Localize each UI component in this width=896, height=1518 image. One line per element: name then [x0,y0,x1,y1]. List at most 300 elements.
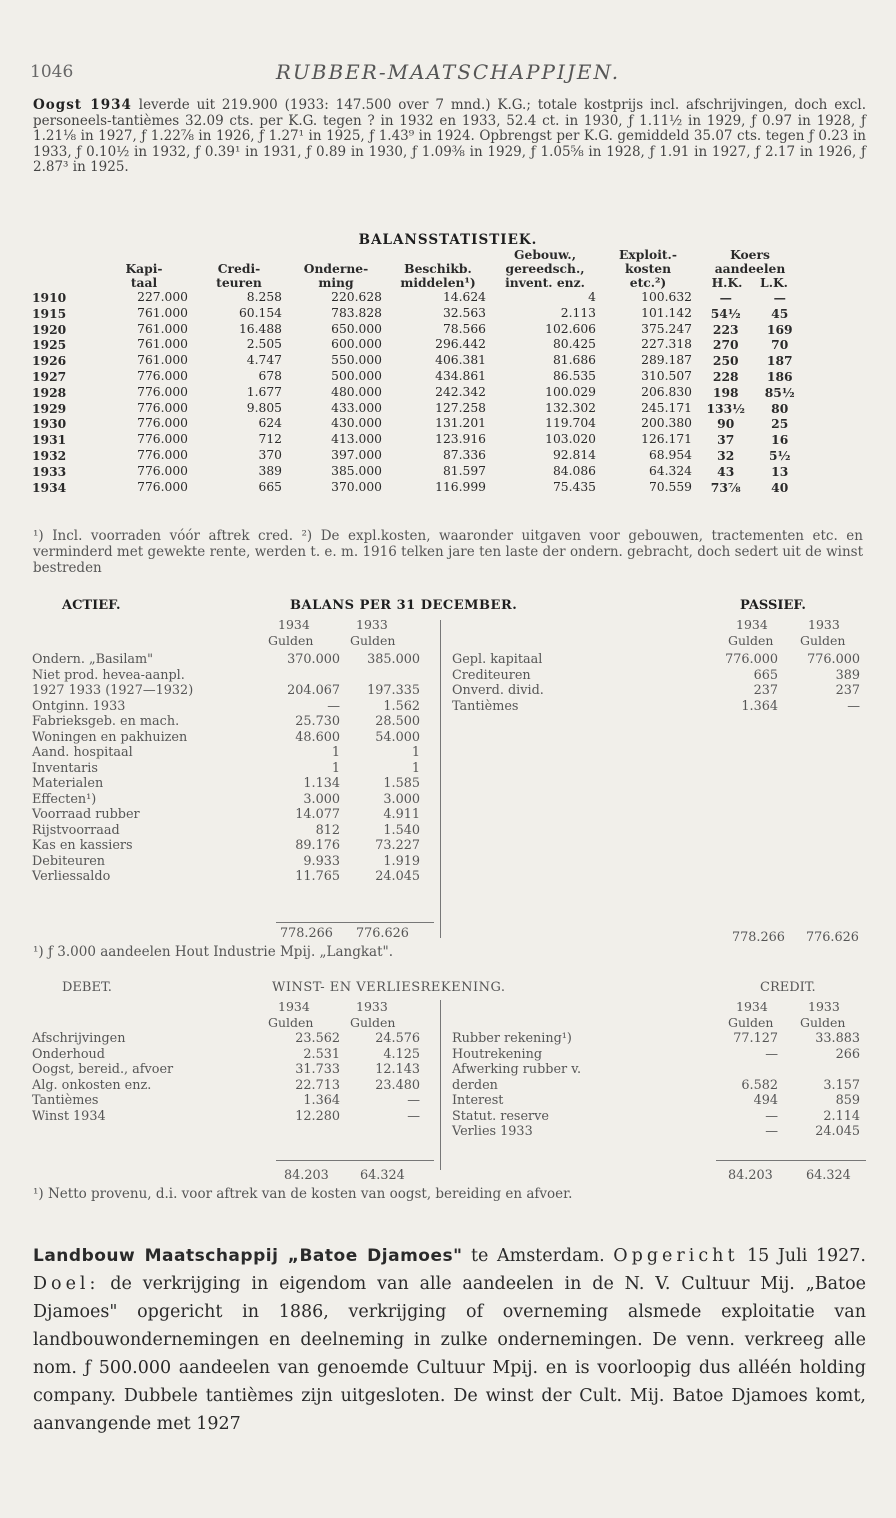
balansstatistiek-row [28,290,804,306]
credit-value-1933 [780,1062,862,1078]
debet-value-1933: 12.143 [375,1062,420,1077]
actief-value-1933: 1.540 [383,822,420,838]
actief-label: Niet prod. hevea-aanpl. [32,667,185,683]
wv-debet-year-1933: 1933 [356,999,388,1014]
actief-value-1934: 25.730 [295,714,340,729]
cell-kapitaal: 761.000 [137,321,188,336]
balans-passief-total-1934: 778.266 [732,930,785,945]
wv-divider [440,1000,441,1170]
cell-beschikbare-middelen: 434.861 [435,368,486,383]
company-location: te Amsterdam. [462,1246,614,1266]
cell-kapitaal: 761.000 [137,337,188,352]
debet-row [30,1031,422,1047]
company-name: Landbouw Maatschappij „Batoe Djamoes" [33,1246,463,1266]
opgericht-text: 15 Juli 1927. [738,1246,866,1266]
passief-value-1934: 776.000 [725,652,778,667]
debet-label: Oogst, bereid., afvoer [32,1062,174,1077]
wv-debet-total-rule [276,1160,434,1161]
credit-value-1934 [680,1062,780,1078]
actief-row [30,668,422,684]
passief-value-1934: 1.364 [741,698,778,714]
wv-debet-unit-1934: Gulden [268,1015,314,1030]
wv-credit-table [450,1031,862,1140]
cell-beschikbare-middelen: 406.381 [435,353,486,368]
cell-onderneming: 500.000 [331,368,382,383]
passief-value-1933: — [847,698,860,714]
cell-koers-lk: 13 [771,463,789,479]
cell-gebouwen: 132.302 [545,400,596,415]
actief-label: Debiteuren [32,853,106,869]
cell-gebouwen: 102.606 [545,321,596,336]
cell-onderneming: 650.000 [331,321,382,336]
cell-gebouwen: 84.086 [552,463,596,478]
cell-koers-hk: 32 [717,447,735,463]
balans-passief-unit-1933: Gulden [800,633,846,648]
cell-koers-lk: 80 [771,400,789,416]
passief-label: Crediteuren [452,667,531,683]
cell-beschikbare-middelen: 296.442 [435,337,486,352]
debet-value-1934: 23.562 [295,1031,340,1046]
cell-year: 1925 [32,337,67,353]
cell-crediteuren: 370 [258,447,282,462]
actief-label: Effecten¹) [32,791,97,807]
cell-crediteuren: 60.154 [238,305,282,320]
actief-label: Inventaris [32,760,98,776]
actief-value-1933: 54.000 [375,729,420,745]
actief-value-1933: 24.045 [375,869,420,884]
col-crediteuren-header: Credi- teuren [216,261,262,290]
actief-value-1934: 204.067 [287,683,340,698]
actief-label: 1927 1933 (1927—1932) [32,683,194,698]
credit-label: Interest [452,1093,504,1108]
debet-value-1934: 1.364 [303,1093,340,1108]
actief-row [30,776,422,792]
cell-gebouwen: 2.113 [560,305,596,320]
cell-exploitatiekosten: 70.559 [648,479,692,494]
passief-label: Onverd. divid. [452,683,544,698]
actief-label: Kas en kassiers [32,838,133,853]
actief-label: Woningen en pakhuizen [32,729,188,745]
cell-year: 1933 [32,463,67,479]
cell-exploitatiekosten: 227.318 [641,337,692,352]
passief-row [450,683,862,699]
actief-row [30,699,422,715]
credit-row [450,1078,862,1094]
wv-credit-unit-1933: Gulden [800,1015,846,1030]
cell-gebouwen: 80.425 [552,337,596,352]
actief-row [30,838,422,854]
cell-kapitaal: 776.000 [137,416,188,431]
actief-row [30,730,422,746]
balans-passief-total-1933: 776.626 [806,930,859,945]
balans-actief-year-1933: 1933 [356,617,388,632]
col-hk-header: H.K. [711,275,743,290]
cell-year: 1915 [32,305,67,321]
balansstatistiek-row [28,369,804,385]
credit-value-1934: 6.582 [741,1077,778,1093]
credit-value-1934: — [765,1124,778,1139]
cell-crediteuren: 665 [258,479,282,494]
wv-credit-total-1933: 64.324 [806,1168,851,1183]
actief-row [30,869,422,885]
balans-actief-unit-1933: Gulden [350,633,396,648]
passief-value-1934: 237 [753,683,778,698]
actief-value-1934: 1 [331,745,340,760]
actief-value-1934 [264,668,342,684]
cell-beschikbare-middelen: 116.999 [435,479,486,494]
credit-row [450,1031,862,1047]
balansstatistiek-row [28,464,804,480]
balansstatistiek-row [28,448,804,464]
cell-beschikbare-middelen: 32.563 [442,305,486,320]
cell-year: 1928 [32,384,67,400]
cell-koers-lk: 169 [766,321,793,337]
cell-koers-lk: 5½ [769,447,791,463]
cell-crediteuren: 4.747 [246,353,282,368]
balansstatistiek-footnote: ¹) Incl. voorraden vóór aftrek cred. ²) De expl.kosten, waaronder uitgaven voor gebouwen, tractementen etc. en verminderd met gewekte rente, werden t. e. m. 1916 telken jare ten laste der ondern. gebracht, doch sedert uit de winst bestreden [33,528,863,576]
debet-row [30,1047,422,1063]
passief-row [450,668,862,684]
credit-value-1933: 24.045 [815,1124,860,1139]
debet-label: Tantièmes [32,1093,99,1108]
cell-koers-hk: 37 [717,432,735,448]
debet-label: Alg. onkosten enz. [32,1077,152,1093]
cell-kapitaal: 776.000 [137,400,188,415]
actief-label: Voorraad rubber [32,807,140,822]
cell-year: 1932 [32,447,67,463]
actief-value-1934: 370.000 [287,652,340,667]
cell-crediteuren: 16.488 [238,321,282,336]
balansstatistiek-row [28,353,804,369]
credit-row [450,1047,862,1063]
col-exploitatiekosten-header: Exploit.- kosten etc.²) [619,247,677,290]
cell-koers-lk: 25 [771,416,789,432]
actief-value-1933: 1.585 [383,776,420,791]
credit-label: Statut. reserve [452,1108,549,1124]
cell-year: 1929 [32,400,67,416]
actief-value-1934: 812 [315,822,340,838]
balansstatistiek-table [28,248,804,495]
cell-onderneming: 600.000 [331,337,382,352]
actief-value-1934: 11.765 [295,869,340,884]
harvest-paragraph [33,98,866,176]
col-onderneming-header: Onderne- ming [303,261,369,290]
actief-row [30,652,422,668]
cell-koers-lk: 70 [771,337,789,353]
wv-credit-year-1933: 1933 [808,999,840,1014]
balansstatistiek-row [28,416,804,432]
balansstatistiek-row [28,337,804,353]
actief-title: ACTIEF. [62,598,121,613]
actief-label: Aand. hospitaal [32,745,133,760]
credit-value-1933: 859 [835,1093,860,1108]
credit-value-1934: 494 [753,1093,778,1108]
cell-kapitaal: 776.000 [137,368,188,383]
cell-beschikbare-middelen: 81.597 [442,463,486,478]
actief-value-1933: 3.000 [383,791,420,807]
balansstatistiek-row [28,401,804,417]
credit-value-1934: — [765,1108,778,1124]
actief-row [30,714,422,730]
balans-divider [440,620,441,938]
company-paragraph [33,1242,866,1438]
actief-row [30,823,422,839]
cell-kapitaal: 227.000 [137,290,188,304]
cell-exploitatiekosten: 245.171 [641,400,692,415]
actief-label: Ondern. „Basilam" [32,652,154,667]
cell-beschikbare-middelen: 123.916 [435,432,486,447]
cell-gebouwen: 92.814 [552,447,596,462]
cell-onderneming: 413.000 [331,432,382,447]
passief-value-1933: 389 [835,667,860,683]
cell-koers-hk: 43 [717,463,735,479]
debet-row [30,1062,422,1078]
cell-beschikbare-middelen: 87.336 [442,447,486,462]
actief-label: Rijstvoorraad [32,822,120,838]
cell-gebouwen: 75.435 [552,479,596,494]
cell-kapitaal: 776.000 [137,384,188,399]
col-koers-header [696,248,804,290]
debet-row [30,1109,422,1125]
cell-koers-hk: 133½ [706,400,745,416]
balans-actief-total-rule [276,922,434,923]
passief-label: Gepl. kapitaal [452,652,543,667]
actief-value-1934: 9.933 [303,853,340,869]
debet-row [30,1078,422,1094]
cell-koers-hk: 73⅞ [710,479,741,495]
debet-value-1933: 23.480 [375,1077,420,1093]
cell-koers-lk: 187 [766,353,793,369]
balans-actief-table [30,652,422,885]
cell-exploitatiekosten: 64.324 [648,463,692,478]
cell-crediteuren: 678 [258,368,282,383]
actief-value-1933: 1.562 [383,698,420,714]
passief-value-1933: 237 [835,683,860,698]
debet-value-1934: 22.713 [295,1077,340,1093]
harvest-text: leverde uit 219.900 (1933: 147.500 over 7 mnd.) K.G.; totale kostprijs incl. afschrijvingen, doch excl. personeels-tantièmes 32.09 cts. per K.G. tegen ? in 1932 en 1933, 52.4 ct. in 1930, ƒ 1.11½ in 1929, ƒ 0.97 in 1928, ƒ 1.21⅛ in 1927, ƒ 1.22⅞ in 1926, ƒ 1.27¹ in 1925, ƒ 1.43⁹ in 1924. Opbrengst per K.G. gemiddeld 35.07 cts. tegen ƒ 0.23 in 1933, ƒ 0.10½ in 1932, ƒ 0.39¹ in 1931, ƒ 0.89 in 1930, ƒ 1.09⅜ in 1929, ƒ 1.05⅝ in 1928, ƒ 1.91 in 1927, ƒ 2.17 in 1926, ƒ 2.87³ in 1925. [33,97,866,176]
credit-row [450,1062,862,1078]
wv-debet-table [30,1031,422,1124]
cell-onderneming: 220.628 [331,290,382,304]
credit-label: Verlies 1933 [452,1124,533,1139]
passief-value-1934: 665 [753,667,778,683]
cell-gebouwen: 4 [588,290,596,304]
cell-year: 1930 [32,416,67,432]
cell-exploitatiekosten: 310.507 [641,368,692,383]
cell-koers-hk: 90 [717,416,735,432]
balansstatistiek-header-row [28,248,804,290]
cell-koers-hk: 250 [712,353,739,369]
cell-koers-hk: 198 [712,384,739,400]
cell-crediteuren: 712 [258,432,282,447]
passief-row [450,652,862,668]
actief-row [30,745,422,761]
balans-footnote: ¹) ƒ 3.000 aandeelen Hout Industrie Mpij. „Langkat". [33,944,394,960]
wv-debet-unit-1933: Gulden [350,1015,396,1030]
cell-year: 1934 [32,479,67,495]
actief-row [30,761,422,777]
cell-crediteuren: 389 [258,463,282,478]
debet-value-1933: — [407,1093,420,1108]
debet-value-1933: — [407,1108,420,1124]
cell-gebouwen: 100.029 [545,384,596,399]
cell-kapitaal: 776.000 [137,463,188,478]
credit-value-1933: 266 [835,1046,860,1062]
cell-gebouwen: 103.020 [545,432,596,447]
actief-label: Materialen [32,776,104,791]
passief-label: Tantièmes [452,698,519,714]
cell-crediteuren: 624 [258,416,282,431]
col-gebouwen-header: Gebouw., gereedsch., invent. enz. [505,247,585,290]
credit-value-1933: 2.114 [823,1108,860,1124]
cell-koers-hk: — [719,290,732,305]
cell-koers-hk: 270 [712,337,739,353]
debet-value-1933: 24.576 [375,1031,420,1046]
debet-label: Afschrijvingen [32,1031,126,1046]
actief-value-1934: 89.176 [295,838,340,853]
actief-row [30,807,422,823]
balans-passief-year-1934: 1934 [736,617,768,632]
wv-debet-total-1933: 64.324 [360,1168,405,1183]
opgericht-label: Opgericht [613,1246,739,1266]
debet-value-1933: 4.125 [383,1046,420,1062]
cell-exploitatiekosten: 101.142 [641,305,692,320]
actief-value-1933: 28.500 [375,714,420,729]
cell-onderneming: 783.828 [331,305,382,320]
harvest-lead: Oogst 1934 [33,97,132,113]
cell-koers-hk: 54½ [710,305,741,321]
actief-value-1934: 1 [331,760,340,776]
cell-onderneming: 480.000 [331,384,382,399]
page-number: 1046 [30,62,74,82]
actief-row [30,792,422,808]
cell-crediteuren: 8.258 [246,290,282,304]
actief-value-1933: 1 [411,745,420,760]
cell-kapitaal: 776.000 [137,432,188,447]
cell-crediteuren: 1.677 [246,384,282,399]
col-lk-header: L.K. [760,275,788,290]
actief-value-1933: 73.227 [375,838,420,853]
actief-label: Ontginn. 1933 [32,698,126,714]
cell-exploitatiekosten: 100.632 [641,290,692,304]
actief-value-1933: 1.919 [383,853,420,869]
wv-footnote: ¹) Netto provenu, d.i. voor aftrek van de kosten van oogst, bereiding en afvoer. [33,1186,573,1202]
cell-onderneming: 370.000 [331,479,382,494]
actief-value-1933: 1 [411,760,420,776]
cell-onderneming: 385.000 [331,463,382,478]
wv-debet-total-1934: 84.203 [284,1168,329,1183]
wv-credit-unit-1934: Gulden [728,1015,774,1030]
balansstatistiek-row [28,322,804,338]
actief-value-1933: 385.000 [367,652,420,667]
cell-gebouwen: 86.535 [552,368,596,383]
balansstatistiek-row [28,385,804,401]
cell-year: 1910 [32,290,67,305]
cell-exploitatiekosten: 206.830 [641,384,692,399]
credit-label: derden [452,1077,498,1093]
credit-label: Afwerking rubber v. [452,1062,582,1077]
cell-beschikbare-middelen: 127.258 [435,400,486,415]
debet-value-1934: 31.733 [295,1062,340,1077]
passief-value-1933: 776.000 [807,652,860,667]
koers-aandeelen-label: Koers aandeelen [714,247,786,276]
credit-label: Houtrekening [452,1046,543,1062]
actief-value-1934: 1.134 [303,776,340,791]
cell-koers-lk: 16 [771,432,789,448]
credit-value-1933: 3.157 [823,1077,860,1093]
debet-title: DEBET. [62,980,112,995]
wv-title: WINST- EN VERLIESREKENING. [272,980,506,995]
actief-label: Verliessaldo [32,869,111,884]
passief-title: PASSIEF. [740,598,806,613]
wv-debet-year-1934: 1934 [278,999,310,1014]
cell-kapitaal: 776.000 [137,447,188,462]
balans-actief-total-1934: 778.266 [280,926,333,941]
cell-kapitaal: 776.000 [137,479,188,494]
cell-beschikbare-middelen: 78.566 [442,321,486,336]
credit-label: Rubber rekening¹) [452,1031,572,1046]
cell-exploitatiekosten: 375.247 [641,321,692,336]
cell-beschikbare-middelen: 131.201 [435,416,486,431]
cell-koers-lk: 186 [766,368,793,384]
wv-credit-year-1934: 1934 [736,999,768,1014]
passief-row [450,699,862,715]
cell-onderneming: 433.000 [331,400,382,415]
debet-row [30,1093,422,1109]
cell-koers-hk: 223 [712,321,739,337]
debet-label: Onderhoud [32,1046,105,1062]
actief-value-1934: — [327,698,340,714]
credit-row [450,1124,862,1140]
actief-value-1934: 48.600 [295,729,340,745]
actief-row [30,683,422,699]
doel-label: Doel: [33,1274,100,1294]
cell-year: 1926 [32,353,67,369]
balans-passief-unit-1934: Gulden [728,633,774,648]
actief-label: Fabrieksgeb. en mach. [32,714,180,729]
cell-beschikbare-middelen: 242.342 [435,384,486,399]
credit-row [450,1109,862,1125]
cell-beschikbare-middelen: 14.624 [442,290,486,304]
actief-value-1934: 3.000 [303,791,340,807]
col-year-header [28,248,96,290]
cell-koers-hk: 228 [712,368,739,384]
balans-actief-total-1933: 776.626 [356,926,409,941]
cell-year: 1931 [32,432,67,448]
balans-passief-year-1933: 1933 [808,617,840,632]
debet-value-1934: 12.280 [295,1108,340,1124]
cell-koers-lk: 45 [771,305,789,321]
actief-value-1933: 4.911 [383,807,420,822]
balans-actief-year-1934: 1934 [278,617,310,632]
cell-exploitatiekosten: 289.187 [641,353,692,368]
credit-row [450,1093,862,1109]
cell-year: 1927 [32,368,67,384]
actief-value-1934: 14.077 [295,807,340,822]
cell-year: 1920 [32,321,67,337]
cell-exploitatiekosten: 68.954 [648,447,692,462]
cell-crediteuren: 2.505 [246,337,282,352]
col-kapitaal-header: Kapi- taal [125,261,163,290]
balansstatistiek-row [28,432,804,448]
cell-kapitaal: 761.000 [137,353,188,368]
cell-gebouwen: 119.704 [545,416,596,431]
cell-gebouwen: 81.686 [552,353,596,368]
credit-value-1934: — [765,1046,778,1062]
balansstatistiek-title: BALANSSTATISTIEK. [358,232,538,248]
wv-credit-total-rule [716,1160,866,1161]
cell-kapitaal: 761.000 [137,305,188,320]
